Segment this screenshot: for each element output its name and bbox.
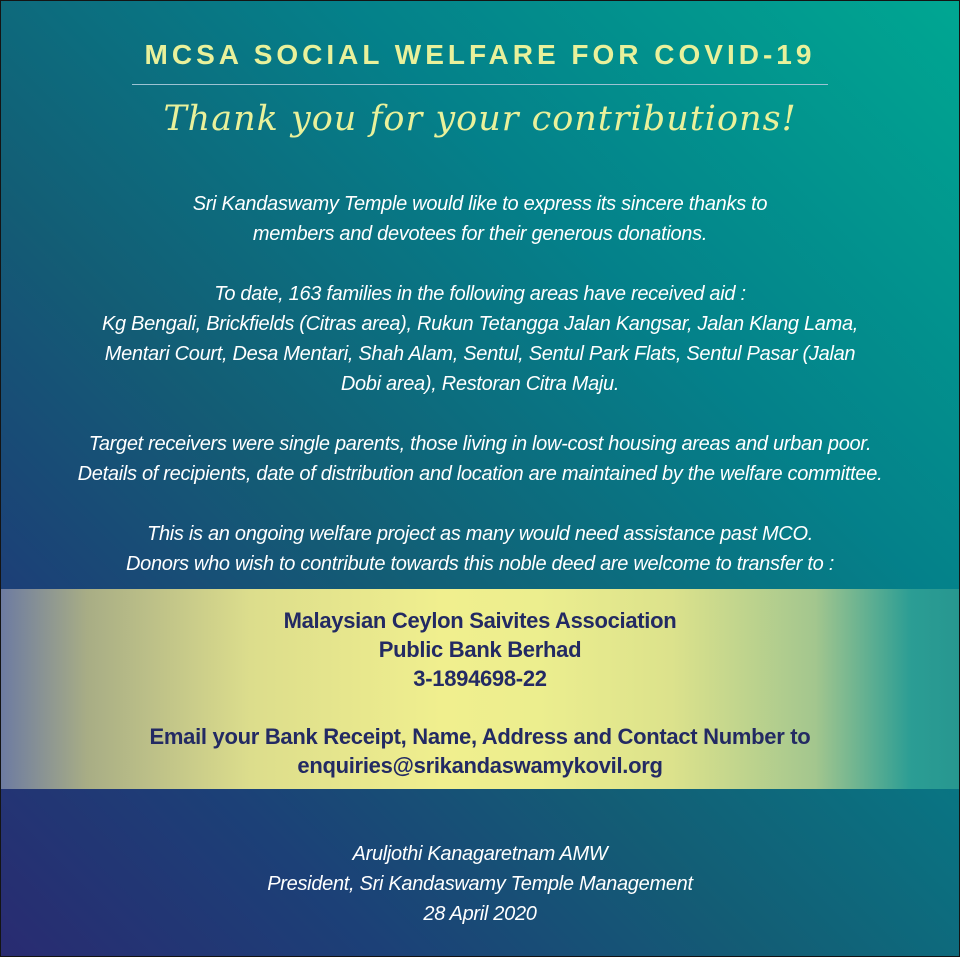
signature-date: 28 April 2020 — [423, 903, 537, 925]
paragraph-target-receivers — [1, 429, 959, 489]
paragraph-line: Donors who wish to contribute towards this noble deed are welcome to transfer to : — [126, 553, 834, 575]
signatory-title: President, Sri Kandaswamy Temple Management — [267, 873, 693, 895]
paragraph-aid-areas — [1, 279, 959, 399]
organization-name: Malaysian Ceylon Saivites Association — [283, 608, 677, 633]
bank-name: Public Bank Berhad — [378, 637, 582, 662]
title-divider — [132, 84, 828, 85]
signatory-name: Aruljothi Kanagaretnam AMW — [352, 843, 608, 865]
paragraph-ongoing-project — [1, 519, 959, 579]
paragraph-line: Target receivers were single parents, those living in low-cost housing areas and urban poor. — [88, 433, 872, 455]
paragraph-line: To date, 163 families in the following areas have received aid : — [214, 283, 746, 305]
paragraph-line: Dobi area), Restoran Citra Maju. — [340, 373, 620, 395]
paragraph-line: This is an ongoing welfare project as many would need assistance past MCO. — [147, 523, 813, 545]
bank-details-panel — [1, 589, 959, 789]
email-instruction: Email your Bank Receipt, Name, Address and Contact Number to — [149, 724, 811, 749]
paragraph-line: members and devotees for their generous donations. — [252, 223, 708, 245]
account-number: 3-1894698-22 — [413, 666, 547, 691]
email-instruction-block — [1, 722, 959, 780]
paragraph-line: Details of recipients, date of distribution and location are maintained by the welfare committee. — [77, 463, 883, 485]
signature-block — [1, 839, 959, 929]
paragraph-line: Sri Kandaswamy Temple would like to express its sincere thanks to — [192, 193, 768, 215]
paragraph-line: Mentari Court, Desa Mentari, Shah Alam, Sentul, Sentul Park Flats, Sentul Pasar (Jalan — [104, 343, 856, 365]
email-address: enquiries@srikandaswamykovil.org — [297, 753, 663, 778]
thank-you-script: Thank you for your contributions! — [163, 99, 797, 139]
page-title: MCSA SOCIAL WELFARE FOR COVID-19 — [144, 39, 816, 70]
paragraph-line: Kg Bengali, Brickfields (Citras area), Rukun Tetangga Jalan Kangsar, Jalan Klang Lama, — [101, 313, 859, 335]
paragraph-thanks — [1, 189, 959, 249]
